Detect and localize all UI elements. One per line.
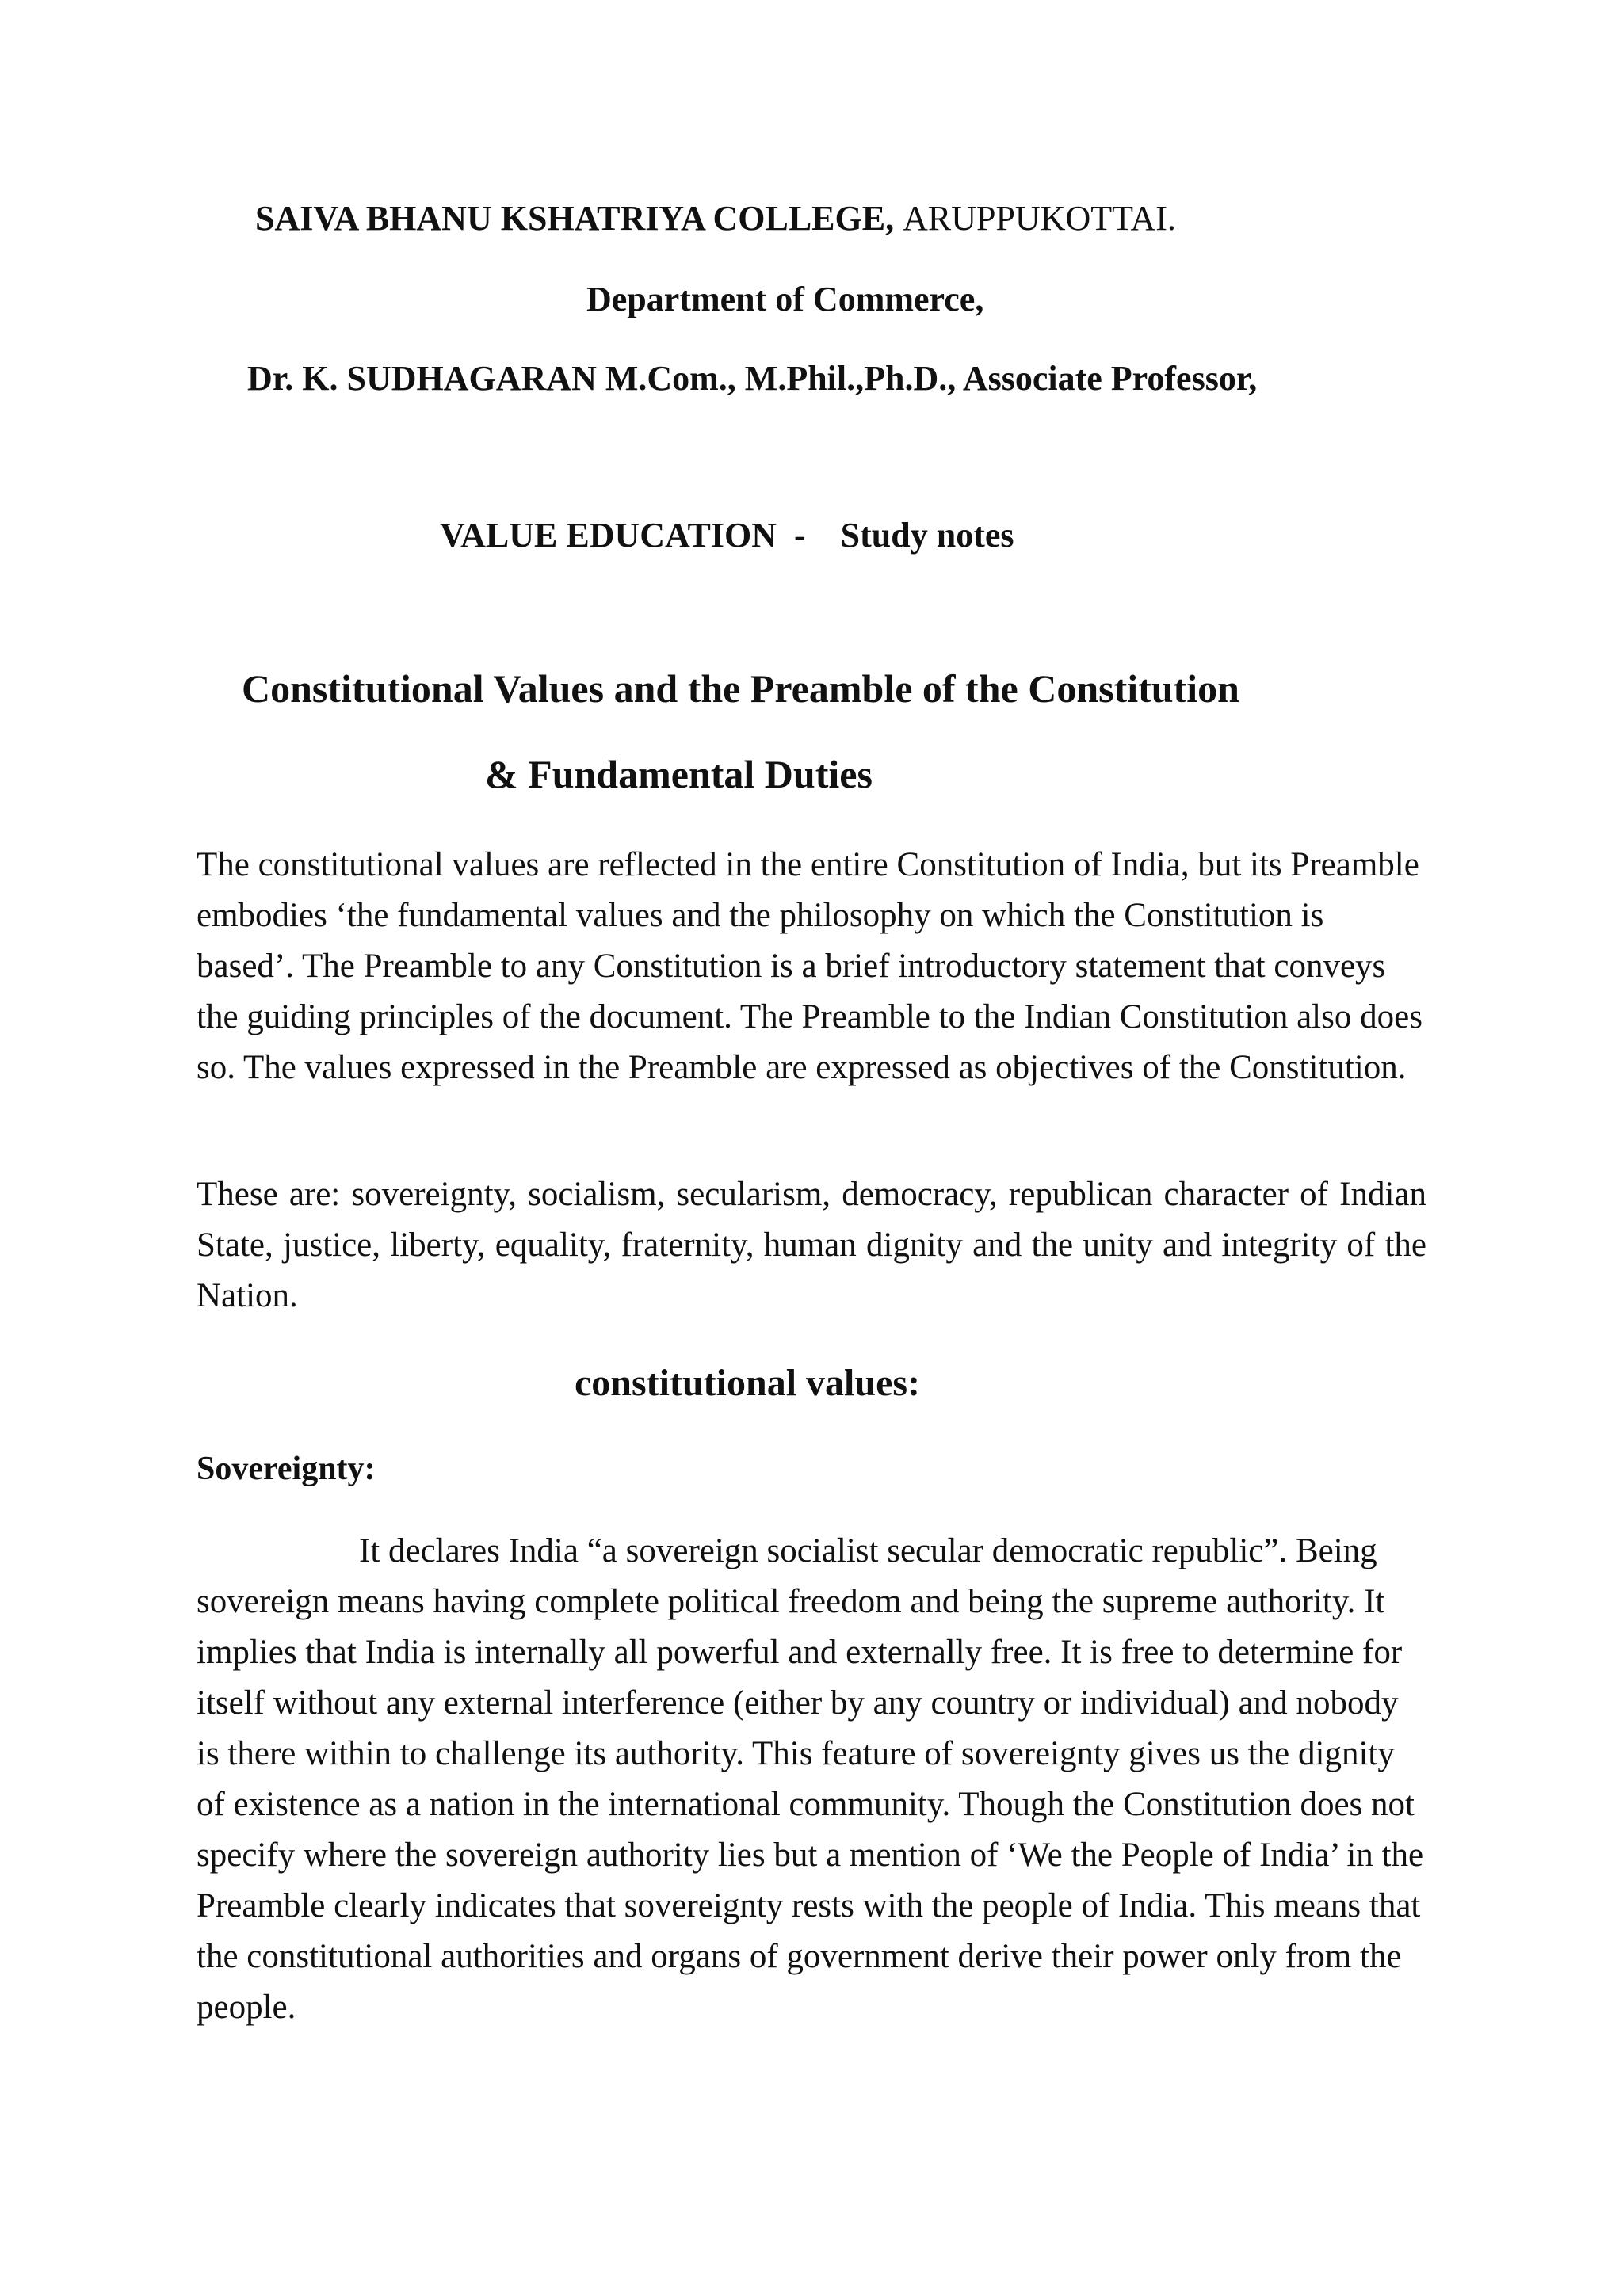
college-place: ARUPPUKOTTAI. (903, 199, 1176, 238)
document-title-line-1: Constitutional Values and the Preamble of the Constitution (242, 666, 1239, 711)
intro-paragraph: The constitutional values are reflected in the entire Constitution of India, but its Preamble embodies ‘the fundamental values and the philosophy on which the Constitution is based’. The Preamble to any Constitution is a brief introductory statement that conveys the guiding principles of the document. The Preamble to the Indian Constitution also does so. The values expressed in the Preamble are expressed as objectives of the Constitution. (197, 846, 1423, 1086)
course-line: VALUE EDUCATION - Study notes (440, 516, 1014, 555)
section-heading: constitutional values: (575, 1362, 921, 1404)
department-name: Department of Commerce, (586, 280, 984, 318)
values-paragraph: These are: sovereignty, socialism, secularism, democracy, republican character of Indian State, justice, liberty, equality, fraternity, human dignity and the unity and integrity of the Nation. (197, 1176, 1426, 1314)
document-title-line-2: & Fundamental Duties (485, 752, 873, 796)
college-name: SAIVA BHANU KSHATRIYA COLLEGE, (255, 199, 895, 238)
college-name-line (255, 198, 1176, 238)
author-line: Dr. K. SUDHAGARAN M.Com., M.Phil.,Ph.D., Associate Professor, (247, 359, 1258, 398)
sovereignty-heading: Sovereignty: (197, 1451, 376, 1487)
sovereignty-paragraph: It declares India “a sovereign socialist secular democratic republic”. Being sovereign means having complete political freedom and being the supreme authority. It implies that India is internally all powerful and externally free. It is free to determine for itself without any external interference (either by any country or individual) and nobody is there within to challenge its authority. This feature of sovereignty gives us the dignity of existence as a nation in the international community. Though the Constitution does not specify where the sovereign authority lies but a mention of ‘We the People of India’ in the Preamble clearly indicates that sovereignty rests with the people of India. This means that the constitutional authorities and organs of government derive their power only from the people. (197, 1532, 1424, 2026)
